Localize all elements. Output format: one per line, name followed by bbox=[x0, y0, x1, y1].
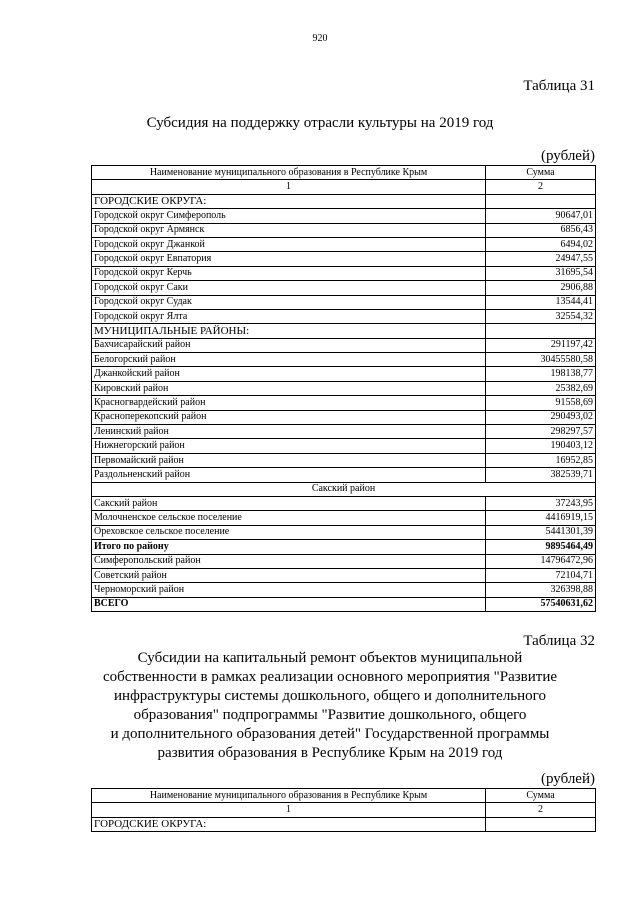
table-row bbox=[92, 353, 596, 367]
municipality-name-cell: Городской округ Саки bbox=[92, 281, 486, 295]
amount-cell: 90647,01 bbox=[486, 209, 596, 223]
table-row bbox=[92, 367, 596, 381]
municipality-name-cell: Городской округ Судак bbox=[92, 295, 486, 309]
column-number-row bbox=[92, 803, 596, 817]
amount-cell: 291197,42 bbox=[486, 338, 596, 352]
municipality-name-cell: Красногвардейский район bbox=[92, 396, 486, 410]
title-line: образования" подпрограммы "Развитие дошкольного, общего bbox=[133, 707, 527, 723]
amount-cell: 9895464,49 bbox=[486, 540, 596, 554]
title-line: инфраструктуры системы дошкольного, общего и дополнительного bbox=[114, 688, 546, 704]
table-row bbox=[92, 568, 596, 582]
amount-cell: 326398,88 bbox=[486, 583, 596, 597]
municipality-name-cell: Нижнегорский район bbox=[92, 439, 486, 453]
amount-cell: 190403,12 bbox=[486, 439, 596, 453]
municipality-name-cell: Городской округ Ялта bbox=[92, 309, 486, 323]
municipality-name-cell: Городской округ Симферополь bbox=[92, 209, 486, 223]
table-row bbox=[92, 223, 596, 237]
amount-cell: 6494,02 bbox=[486, 237, 596, 251]
table-31-label: Таблица 31 bbox=[523, 78, 595, 94]
table-row bbox=[92, 525, 596, 539]
title-line: и дополнительного образования детей" Государственной программы bbox=[110, 726, 550, 742]
table-row bbox=[92, 468, 596, 482]
table-row bbox=[92, 410, 596, 424]
header-name-cell: Наименование муниципального образования в Республике Крым bbox=[92, 789, 486, 803]
title-line: развития образования в Республике Крым на 2019 год bbox=[157, 745, 503, 761]
amount-cell: 290493,02 bbox=[486, 410, 596, 424]
amount-cell: 2906,88 bbox=[486, 281, 596, 295]
table-row bbox=[92, 252, 596, 266]
amount-cell: 32554,32 bbox=[486, 309, 596, 323]
table-row bbox=[92, 453, 596, 467]
table-row bbox=[92, 396, 596, 410]
amount-cell: 57540631,62 bbox=[486, 597, 596, 611]
column-number-cell: 2 bbox=[486, 803, 596, 817]
table-header-row bbox=[92, 789, 596, 803]
municipality-name-cell: Городской округ Армянск bbox=[92, 223, 486, 237]
column-number-cell: 1 bbox=[92, 180, 486, 194]
table-row bbox=[92, 583, 596, 597]
amount-cell: 72104,71 bbox=[486, 568, 596, 582]
table-row bbox=[92, 381, 596, 395]
header-sum-cell: Сумма bbox=[486, 789, 596, 803]
title-line: собственности в рамках реализации основного мероприятия "Развитие bbox=[102, 669, 557, 685]
table-row bbox=[92, 324, 596, 338]
amount-cell bbox=[486, 194, 596, 208]
column-number-cell: 1 bbox=[92, 803, 486, 817]
amount-cell: 5441301,39 bbox=[486, 525, 596, 539]
municipality-name-cell: Черноморский район bbox=[92, 583, 486, 597]
subheading-cell: Сакский район bbox=[92, 482, 596, 496]
table-row bbox=[92, 482, 596, 496]
table-row bbox=[92, 237, 596, 251]
table-row bbox=[92, 281, 596, 295]
table-row bbox=[92, 266, 596, 280]
municipality-name-cell: Сакский район bbox=[92, 496, 486, 510]
municipality-name-cell: Ореховское сельское поселение bbox=[92, 525, 486, 539]
table-header-row bbox=[92, 166, 596, 180]
table-31 bbox=[91, 165, 596, 612]
amount-cell: 198138,77 bbox=[486, 367, 596, 381]
amount-cell: 13544,41 bbox=[486, 295, 596, 309]
municipality-name-cell: Первомайский район bbox=[92, 453, 486, 467]
municipality-name-cell: Молочненское сельское поселение bbox=[92, 511, 486, 525]
amount-cell: 31695,54 bbox=[486, 266, 596, 280]
municipality-name-cell: Городской округ Евпатория bbox=[92, 252, 486, 266]
amount-cell: 382539,71 bbox=[486, 468, 596, 482]
header-sum-cell: Сумма bbox=[486, 166, 596, 180]
table-row bbox=[92, 540, 596, 554]
amount-cell bbox=[486, 324, 596, 338]
table-32-label: Таблица 32 bbox=[523, 633, 595, 649]
municipality-name-cell: Итого по району bbox=[92, 540, 486, 554]
column-number-row bbox=[92, 180, 596, 194]
municipality-name-cell: Городской округ Джанкой bbox=[92, 237, 486, 251]
title-line: Субсидии на капитальный ремонт объектов муниципальной bbox=[137, 650, 523, 666]
municipality-name-cell: Советский район bbox=[92, 568, 486, 582]
amount-cell: 25382,69 bbox=[486, 381, 596, 395]
municipality-name-cell: ГОРОДСКИЕ ОКРУГА: bbox=[92, 817, 486, 831]
table-row bbox=[92, 439, 596, 453]
amount-cell: 298297,57 bbox=[486, 425, 596, 439]
amount-cell: 24947,55 bbox=[486, 252, 596, 266]
table-row bbox=[92, 338, 596, 352]
amount-cell bbox=[486, 817, 596, 831]
municipality-name-cell: Бахчисарайский район bbox=[92, 338, 486, 352]
table-31-units: (рублей) bbox=[540, 148, 595, 164]
amount-cell: 6856,43 bbox=[486, 223, 596, 237]
municipality-name-cell: Джанкойский район bbox=[92, 367, 486, 381]
table-32 bbox=[91, 788, 596, 832]
header-name-cell: Наименование муниципального образования в Республике Крым bbox=[92, 166, 486, 180]
municipality-name-cell: Городской округ Керчь bbox=[92, 266, 486, 280]
table-row bbox=[92, 511, 596, 525]
table-row bbox=[92, 554, 596, 568]
table-row bbox=[92, 194, 596, 208]
table-row bbox=[92, 209, 596, 223]
table-row bbox=[92, 425, 596, 439]
municipality-name-cell: ВСЕГО bbox=[92, 597, 486, 611]
municipality-name-cell: Ленинский район bbox=[92, 425, 486, 439]
table-row bbox=[92, 309, 596, 323]
table-row bbox=[92, 496, 596, 510]
table-32-title bbox=[100, 649, 560, 763]
table-row bbox=[92, 817, 596, 831]
amount-cell: 4416919,15 bbox=[486, 511, 596, 525]
page-number: 920 bbox=[312, 33, 328, 44]
municipality-name-cell: Красноперекопский район bbox=[92, 410, 486, 424]
municipality-name-cell: Кировский район bbox=[92, 381, 486, 395]
amount-cell: 30455580,58 bbox=[486, 353, 596, 367]
table-32-units: (рублей) bbox=[540, 771, 595, 787]
amount-cell: 91558,69 bbox=[486, 396, 596, 410]
municipality-name-cell: Раздольненский район bbox=[92, 468, 486, 482]
municipality-name-cell: Белогорский район bbox=[92, 353, 486, 367]
amount-cell: 37243,95 bbox=[486, 496, 596, 510]
table-row bbox=[92, 295, 596, 309]
table-row bbox=[92, 597, 596, 611]
column-number-cell: 2 bbox=[486, 180, 596, 194]
municipality-name-cell: ГОРОДСКИЕ ОКРУГА: bbox=[92, 194, 486, 208]
amount-cell: 14796472,96 bbox=[486, 554, 596, 568]
municipality-name-cell: МУНИЦИПАЛЬНЫЕ РАЙОНЫ: bbox=[92, 324, 486, 338]
table-31-title: Субсидия на поддержку отрасли культуры на 2019 год bbox=[146, 115, 494, 131]
municipality-name-cell: Симферопольский район bbox=[92, 554, 486, 568]
amount-cell: 16952,85 bbox=[486, 453, 596, 467]
